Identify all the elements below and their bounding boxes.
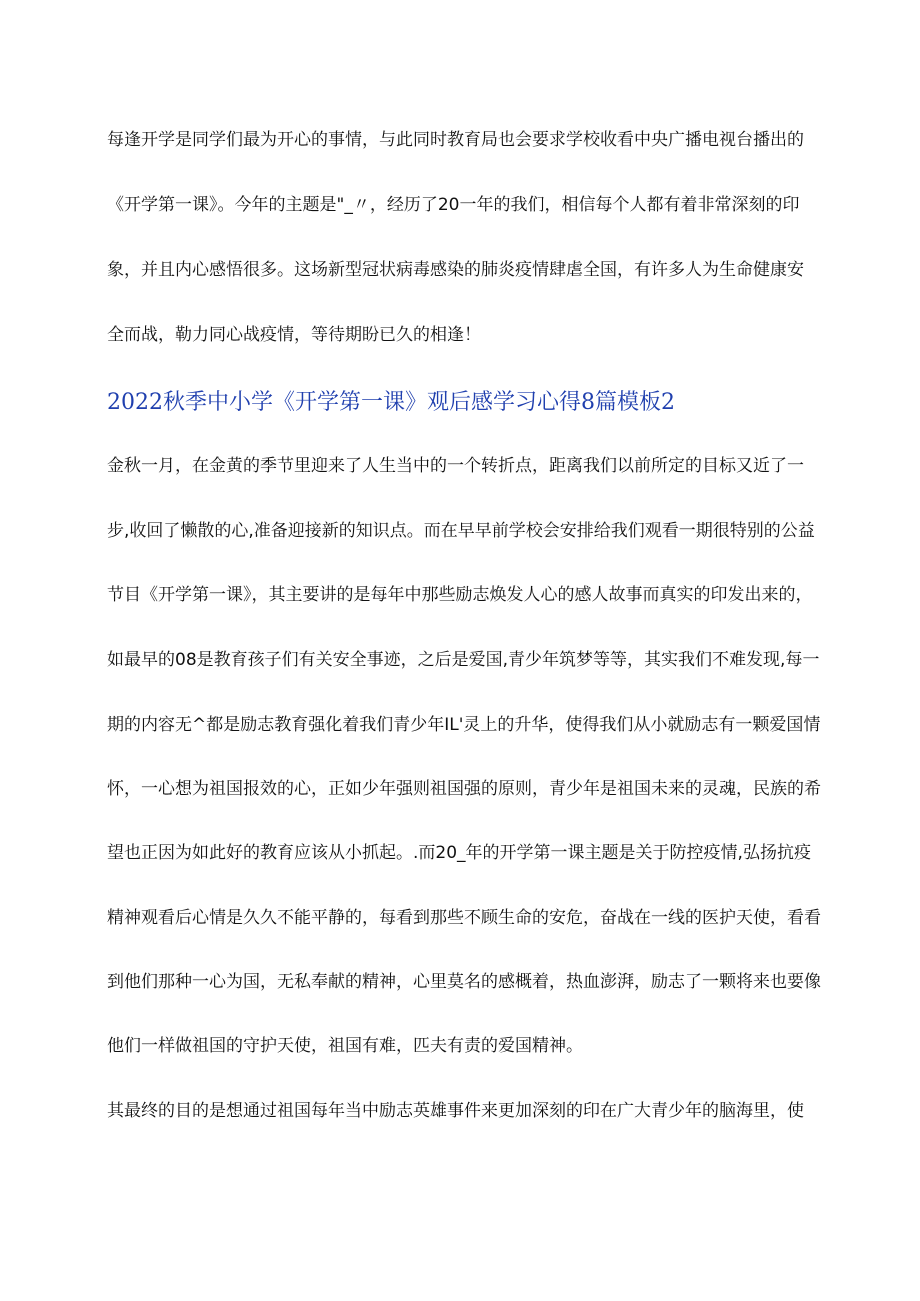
- paragraph-2-line-3: 节目《开学第一课》，其主要讲的是每年中那些励志焕发人心的感人故事而真实的印发出来的，: [107, 585, 813, 605]
- paragraph-1-line-4: 全而战，勒力同心战疫情，等待期盼已久的相逢！: [107, 325, 481, 345]
- section-heading: 2022秋季中小学《开学第一课》观后感学习心得8篇模板2: [107, 390, 675, 415]
- paragraph-1-line-3: 象，并且内心感悟很多。这场新型冠状病毒感染的肺炎疫情肆虐全国，有许多人为生命健康安: [107, 260, 804, 280]
- paragraph-1-line-1: 每逢开学是同学们最为开心的事情，与此同时教育局也会要求学校收看中央广播电视台播出的: [107, 130, 804, 150]
- paragraph-2-line-10: 他们一样做祖国的守护天使，祖国有难，匹夫有责的爱国精神。: [107, 1036, 583, 1056]
- paragraph-2-line-6: 怀，一心想为祖国报效的心，正如少年强则祖国强的原则，青少年是祖国未来的灵魂，民族的希: [107, 779, 821, 799]
- paragraph-2-line-7: 望也正因为如此好的教育应该从小抓起。.而20_年的开学第一课主题是关于防控疫情,弘扬抗疫: [107, 843, 811, 863]
- paragraph-3-line-1: 其最终的目的是想通过祖国每年当中励志英雄事件来更加深刻的印在广大青少年的脑海里，使: [107, 1101, 804, 1121]
- paragraph-2-line-5: 期的内容无^都是励志教育强化着我们青少年IL'灵上的升华，使得我们从小就励志有一颗爱国情: [107, 715, 821, 735]
- paragraph-1-line-2: 《开学第一课》。今年的主题是"_〃，经历了20一年的我们，相信每个人都有着非常深刻的印: [107, 195, 800, 215]
- paragraph-2-line-2: 步,收回了懒散的心,准备迎接新的知识点。而在早早前学校会安排给我们观看一期很特别的公益: [107, 521, 815, 541]
- paragraph-2-line-9: 到他们那种一心为国，无私奉献的精神，心里莫名的感概着，热血澎湃，励志了一颗将来也要像: [107, 972, 821, 992]
- paragraph-2-line-1: 金秋一月，在金黄的季节里迎来了人生当中的一个转折点，距离我们以前所定的目标又近了一: [107, 456, 804, 476]
- paragraph-2-line-8: 精神观看后心情是久久不能平静的，每看到那些不顾生命的安危，奋战在一线的医护天使，看看: [107, 908, 821, 928]
- paragraph-2-line-4: 如最早的08是教育孩子们有关安全事迹，之后是爱国,青少年筑梦等等，其实我们不难发现,每一: [107, 650, 820, 670]
